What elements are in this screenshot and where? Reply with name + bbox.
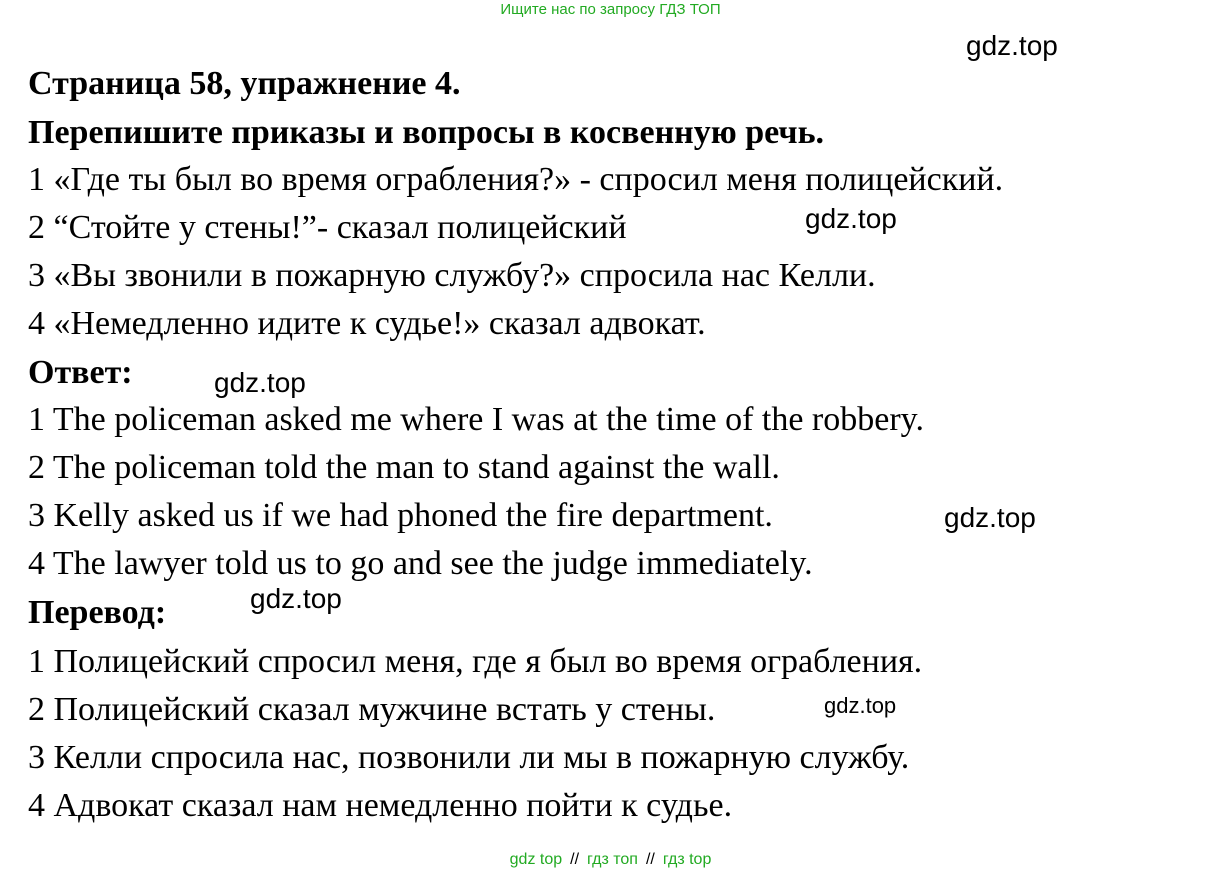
answer-item: 3 Kelly asked us if we had phoned the fire department. xyxy=(28,497,773,534)
watermark: gdz.top xyxy=(214,367,306,398)
footer-link-gdz-top-ru[interactable]: гдз топ xyxy=(587,851,638,868)
exercise-item: 3 «Вы звонили в пожарную службу?» спросила нас Келли. xyxy=(28,257,876,294)
watermark: gdz.top xyxy=(824,693,897,718)
footer-link-gdz-top[interactable]: gdz top xyxy=(509,851,563,868)
page-title: Страница 58, упражнение 4. xyxy=(28,65,461,102)
top-search-note: Ищите нас по запросу ГДЗ ТОП xyxy=(500,1,721,18)
watermark: gdz.top xyxy=(944,502,1036,533)
footer-link-gdz-top-mixed[interactable]: гдз top xyxy=(662,851,712,868)
footer-links xyxy=(0,851,1221,869)
exercise-item: 4 «Немедленно идите к судье!» сказал адвокат. xyxy=(28,305,706,342)
translation-heading: Перевод: xyxy=(28,594,167,631)
answer-item: 1 The policeman asked me where I was at the time of the robbery. xyxy=(28,401,924,438)
answer-item: 2 The policeman told the man to stand against the wall. xyxy=(28,449,780,486)
watermark: gdz.top xyxy=(250,583,342,614)
answer-heading: Ответ: xyxy=(28,354,133,391)
exercise-item: 1 «Где ты был во время ограбления?» - спросил меня полицейский. xyxy=(28,161,1004,198)
footer-separator: // xyxy=(570,851,580,868)
watermark: gdz.top xyxy=(966,30,1058,61)
footer-separator: // xyxy=(645,851,655,868)
translation-item: 1 Полицейский спросил меня, где я был во время ограбления. xyxy=(28,643,923,680)
exercise-item: 2 “Стойте у стены!”- сказал полицейский xyxy=(28,209,627,246)
task-instruction: Перепишите приказы и вопросы в косвенную речь. xyxy=(28,114,825,151)
translation-item: 4 Адвокат сказал нам немедленно пойти к судье. xyxy=(28,787,733,824)
answer-item: 4 The lawyer told us to go and see the judge immediately. xyxy=(28,545,813,582)
watermark: gdz.top xyxy=(805,203,897,234)
translation-item: 2 Полицейский сказал мужчине встать у стены. xyxy=(28,691,716,728)
translation-item: 3 Келли спросила нас, позвонили ли мы в пожарную службу. xyxy=(28,739,910,776)
